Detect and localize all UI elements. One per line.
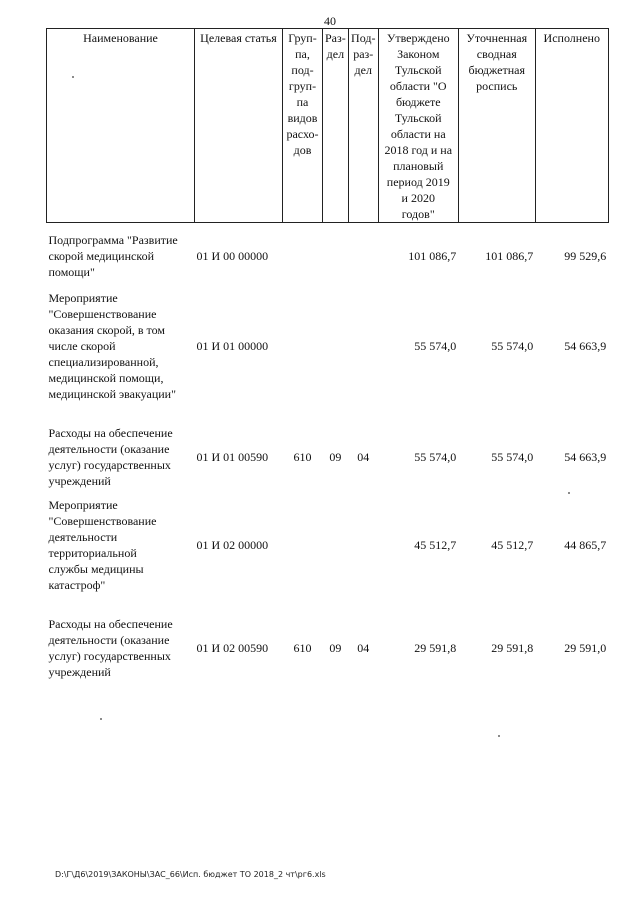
- row-name-line: специализированной,: [48, 354, 159, 369]
- header-line: плановый: [393, 159, 444, 173]
- header-line: расхо-: [286, 127, 319, 141]
- row-name-line: оказания скорой, в том: [48, 322, 165, 337]
- row-section: [323, 497, 349, 611]
- header-line: Тульской: [394, 63, 442, 77]
- row-expense-group: 610: [293, 449, 312, 464]
- row-target-article: 01 И 01 00590: [196, 449, 269, 464]
- header-line: области "О: [389, 79, 447, 93]
- row-name-line: Мероприятие: [48, 290, 118, 305]
- row-name-line: территориальной: [48, 545, 137, 560]
- page-number: 40: [324, 14, 336, 28]
- row-expense-group: [283, 289, 323, 417]
- scan-speck: [498, 735, 500, 737]
- row-name: [47, 289, 195, 417]
- header-line: раз-: [353, 47, 374, 61]
- header-line: Утверждено: [386, 31, 450, 45]
- row-name-line: "Совершенствование: [48, 513, 157, 528]
- header-line: дел: [354, 63, 372, 77]
- row-approved: 55 574,0: [414, 449, 457, 464]
- row-target-article: 01 И 02 00590: [196, 640, 269, 655]
- scan-speck: [72, 76, 74, 78]
- header-line: дов: [293, 143, 312, 157]
- row-section: [323, 223, 349, 289]
- row-name-line: деятельности (оказание: [48, 632, 170, 647]
- header-line: дел: [326, 47, 345, 61]
- row-target-article: 01 И 01 00000: [196, 338, 269, 353]
- row-name-line: учреждений: [48, 473, 111, 488]
- scan-speck: [568, 492, 570, 494]
- row-subsection: [348, 223, 378, 289]
- row-subsection: 04: [357, 449, 370, 464]
- row-name: [47, 417, 195, 497]
- table-row: [47, 223, 609, 289]
- row-approved: 29 591,8: [414, 640, 457, 655]
- header-subsection: [348, 29, 378, 223]
- scan-speck: [100, 718, 102, 720]
- row-revised: 55 574,0: [491, 449, 534, 464]
- header-line: период 2019: [386, 175, 450, 189]
- row-revised: 45 512,7: [491, 537, 534, 552]
- row-name-line: Расходы на обеспечение: [48, 616, 173, 631]
- row-subsection: 04: [357, 640, 370, 655]
- row-section: 09: [329, 640, 342, 655]
- row-name-line: Расходы на обеспечение: [48, 425, 173, 440]
- row-name-line: Мероприятие: [48, 497, 118, 512]
- row-name-line: "Совершенствование: [48, 306, 157, 321]
- row-name-line: числе скорой: [48, 338, 116, 353]
- header-line: и 2020: [401, 191, 435, 205]
- header-line: Под-: [351, 31, 376, 45]
- header-expense-group: [283, 29, 323, 223]
- row-subsection: [348, 289, 378, 417]
- row-name-line: службы медицины: [48, 561, 144, 576]
- row-executed: 54 663,9: [564, 449, 607, 464]
- table-row: [47, 417, 609, 497]
- header-line: под-: [291, 63, 314, 77]
- row-revised: 55 574,0: [491, 338, 534, 353]
- header-line: Законом: [397, 47, 440, 61]
- row-executed: 99 529,6: [564, 248, 607, 263]
- row-expense-group: [283, 497, 323, 611]
- header-name: Наименование: [47, 29, 195, 223]
- header-line: годов": [401, 207, 435, 221]
- footer-file-path: D:\Г\Д6\2019\ЗАКОНЫ\ЗАС_66\Исп. бюджет ТО 2018_2 чт\рг6.xls: [55, 870, 326, 879]
- row-section: 09: [329, 449, 342, 464]
- table-header-row: [47, 29, 609, 223]
- row-name-line: помощи": [48, 264, 95, 279]
- row-expense-group: [283, 223, 323, 289]
- header-line: роспись: [476, 79, 518, 93]
- header-line: па,: [295, 47, 310, 61]
- row-executed: 44 865,7: [564, 537, 607, 552]
- row-name-line: деятельности (оказание: [48, 441, 170, 456]
- header-line: видов: [287, 111, 318, 125]
- row-name: [47, 223, 195, 289]
- row-executed: 29 591,0: [564, 640, 607, 655]
- row-name: [47, 611, 195, 685]
- row-target-article: 01 И 02 00000: [196, 537, 269, 552]
- row-name-line: деятельности: [48, 529, 118, 544]
- header-line: Уточненная: [466, 31, 528, 45]
- header-line: 2018 год и на: [384, 143, 453, 157]
- row-name: [47, 497, 195, 611]
- header-line: па: [296, 95, 309, 109]
- header-line: груп-: [288, 79, 317, 93]
- table-row: [47, 289, 609, 417]
- header-executed: Исполнено: [535, 29, 608, 223]
- table-row: [47, 611, 609, 685]
- header-line: Раз-: [325, 31, 346, 45]
- row-name-line: катастроф": [48, 577, 106, 592]
- row-name-line: скорой медицинской: [48, 248, 154, 263]
- row-approved: 101 086,7: [408, 248, 457, 263]
- row-approved: 45 512,7: [414, 537, 457, 552]
- header-revised: [458, 29, 535, 223]
- row-approved: 55 574,0: [414, 338, 457, 353]
- table-row: [47, 497, 609, 611]
- header-line: области на: [390, 127, 446, 141]
- budget-table: [46, 28, 609, 685]
- header-target-article: Целевая статья: [195, 29, 283, 223]
- row-name-line: медицинской помощи,: [48, 370, 164, 385]
- row-executed: 54 663,9: [564, 338, 607, 353]
- row-name-line: услуг) государственных: [48, 457, 171, 472]
- row-name-line: учреждений: [48, 664, 111, 679]
- header-section: [323, 29, 349, 223]
- header-line: бюджетная: [468, 63, 526, 77]
- header-approved: [378, 29, 458, 223]
- row-subsection: [348, 497, 378, 611]
- row-name-line: Подпрограмма "Развитие: [48, 232, 178, 247]
- row-name-line: медицинской эвакуации": [48, 386, 176, 401]
- row-revised: 101 086,7: [485, 248, 534, 263]
- header-line: Груп-: [288, 31, 317, 45]
- header-line: Тульской: [394, 111, 442, 125]
- row-target-article: 01 И 00 00000: [196, 248, 269, 263]
- row-section: [323, 289, 349, 417]
- row-revised: 29 591,8: [491, 640, 534, 655]
- row-name-line: услуг) государственных: [48, 648, 171, 663]
- row-expense-group: 610: [293, 640, 312, 655]
- header-line: сводная: [476, 47, 517, 61]
- header-line: бюджете: [395, 95, 441, 109]
